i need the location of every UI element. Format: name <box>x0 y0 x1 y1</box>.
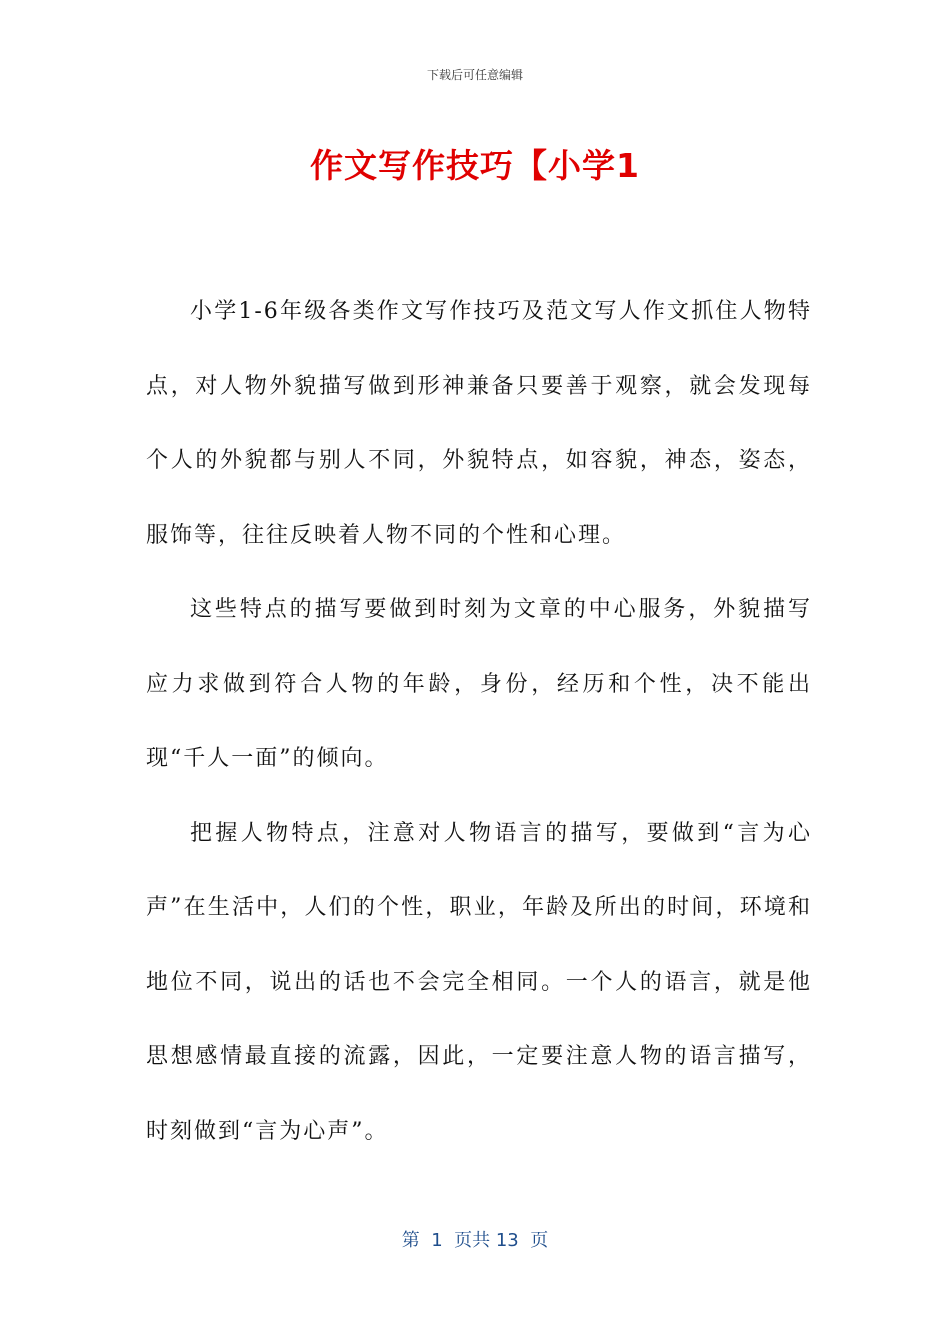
paragraph-3: 把握人物特点，注意对人物语言的描写，要做到“言为心声”在生活中，人们的个性，职业，年龄及所出的时间，环境和地位不同，说出的话也不会完全相同。一个人的语言，就是他思想感情最直接的流露，因此，一定要注意人物的语言描写，时刻做到“言为心声”。 <box>146 820 812 1144</box>
paragraph-2: 这些特点的描写要做到时刻为文章的中心服务，外貌描写应力求做到符合人物的年龄，身份，经历和个性，决不能出现“千人一面”的倾向。 <box>146 597 812 771</box>
document-body <box>146 275 812 1169</box>
header-note: 下载后可任意编辑 <box>426 68 523 82</box>
paragraph-1: 小学1-6年级各类作文写作技巧及范文写人作文抓住人物特点，对人物外貌描写做到形神兼备只要善于观察，就会发现每个人的外貌都与别人不同，外貌特点，如容貌，神态，姿态，服饰等，往往反映着人物不同的个性和心理。 <box>146 299 812 548</box>
document-title: 作文写作技巧【小学1 <box>310 146 640 185</box>
page-number-footer: 第 1 页共 13 页 <box>401 1230 549 1251</box>
